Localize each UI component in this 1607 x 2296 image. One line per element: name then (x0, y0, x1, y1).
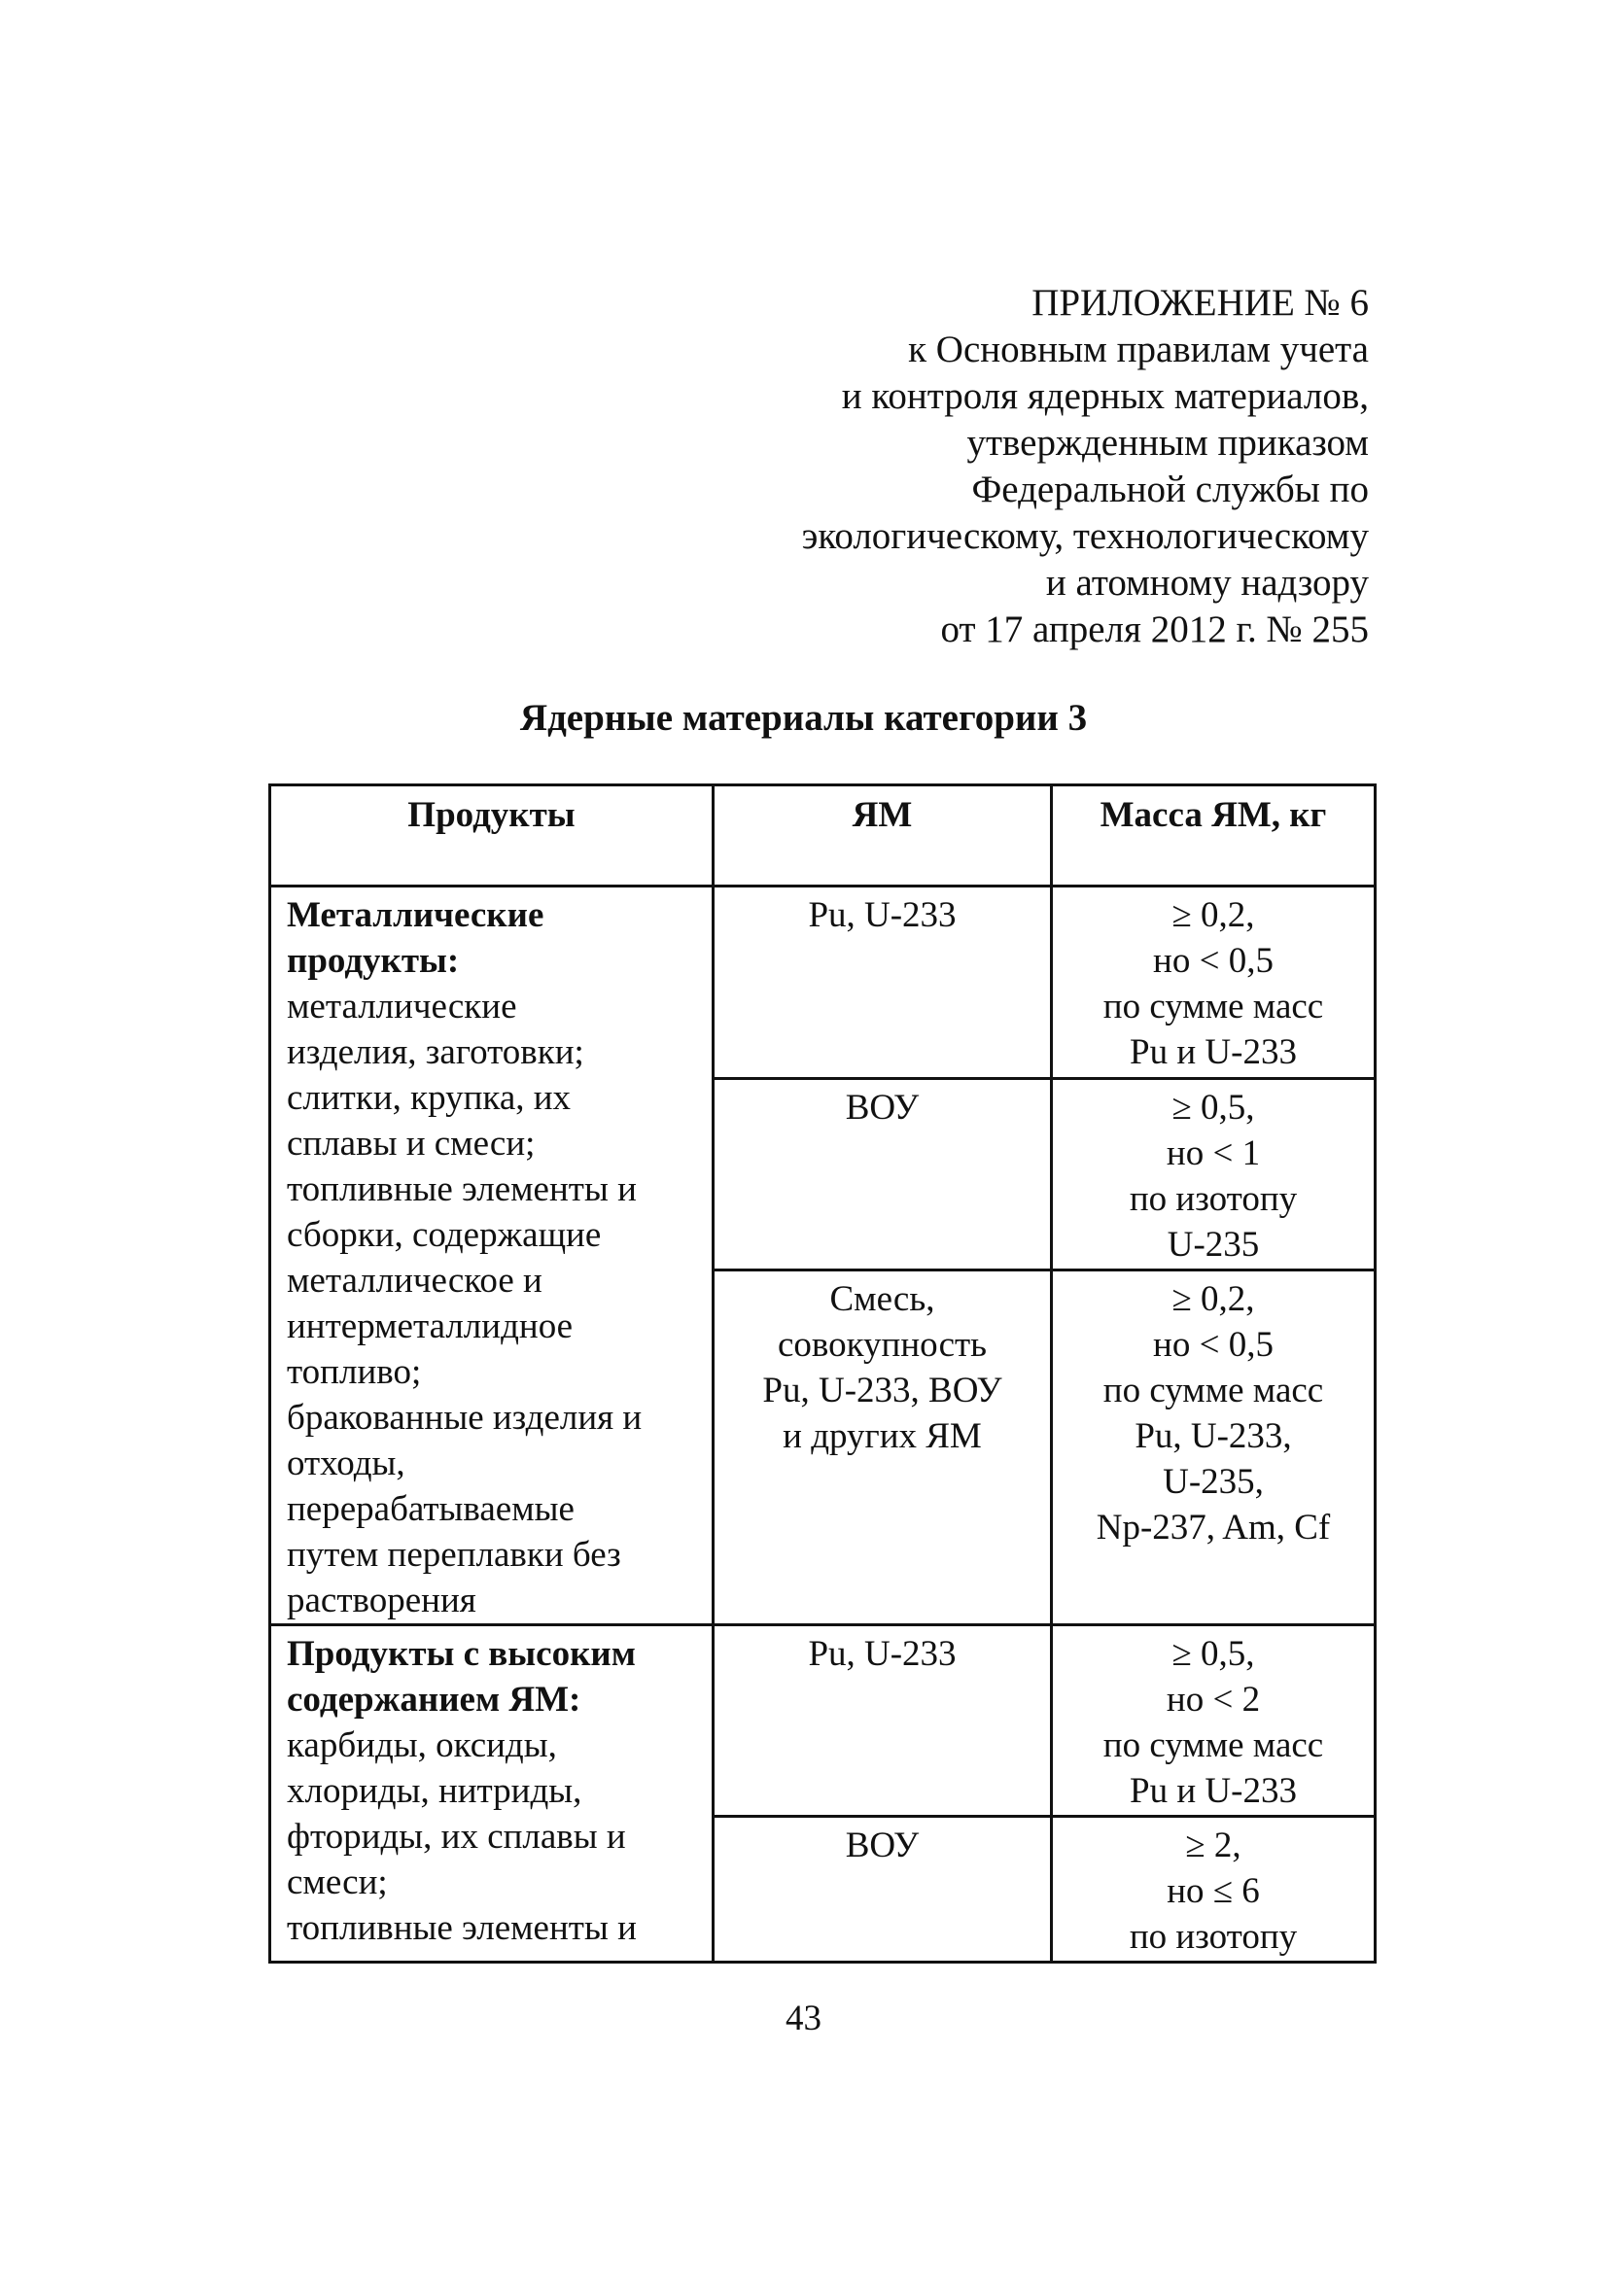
mass-line: Pu и U-233 (1130, 1771, 1297, 1811)
product-heading: Продукты с высоким (287, 1634, 636, 1674)
mass-line: Pu и U-233 (1130, 1032, 1297, 1072)
mass-line: по изотопу (1129, 1179, 1298, 1219)
ym-cell (714, 887, 1052, 1079)
mass-line: Pu, U-233, (1135, 1416, 1292, 1456)
ym-line: Pu, U-233 (808, 1634, 957, 1674)
product-line: интерметаллидное (287, 1306, 574, 1346)
appendix-line: ПРИЛОЖЕНИЕ № 6 (1031, 282, 1369, 324)
appendix-line: утвержденным приказом (966, 422, 1369, 464)
ym-line: Смесь, (829, 1279, 935, 1319)
mass-line: по сумме масс (1102, 987, 1324, 1026)
mass-line: но ≤ 6 (1167, 1871, 1260, 1911)
appendix-line: и атомному надзору (1045, 562, 1369, 604)
document-title: Ядерные материалы категории 3 (519, 697, 1088, 739)
product-line: смеси; (287, 1862, 388, 1902)
product-cell-high-content (270, 1625, 714, 1963)
product-line: хлориды, нитриды, (287, 1771, 582, 1811)
product-line: металлическое и (287, 1261, 542, 1301)
mass-line: U-235 (1167, 1225, 1260, 1265)
header-products: Продукты (270, 785, 714, 887)
product-line: изделия, заготовки; (287, 1032, 584, 1072)
product-line: путем переплавки без (287, 1535, 621, 1575)
appendix-line: и контроля ядерных материалов, (841, 375, 1369, 417)
header-ym: ЯМ (714, 785, 1052, 887)
appendix-line: Федеральной службы по (971, 469, 1369, 510)
mass-line: ≥ 0,5, (1171, 1634, 1255, 1674)
product-heading: продукты: (287, 941, 460, 981)
ym-line: и других ЯМ (783, 1416, 982, 1456)
page-number: 43 (786, 1999, 821, 2038)
appendix-line: от 17 апреля 2012 г. № 255 (940, 609, 1369, 650)
product-line: топливные элементы и (287, 1169, 637, 1209)
product-line: металлические (287, 987, 517, 1026)
product-line: перерабатываемые (287, 1489, 575, 1529)
product-line: сборки, содержащие (287, 1215, 602, 1255)
product-line: сплавы и смеси; (287, 1124, 536, 1164)
mass-cell (1052, 1625, 1376, 1817)
mass-line: но < 2 (1166, 1680, 1261, 1720)
mass-line: Np-237, Am, Cf (1096, 1508, 1331, 1548)
product-line: топливные элементы и (287, 1908, 637, 1948)
ym-line: Pu, U-233 (808, 895, 957, 935)
ym-line: совокупность (777, 1325, 988, 1365)
appendix-line: к Основным правилам учета (908, 329, 1369, 370)
table-header-row (270, 785, 1376, 887)
product-heading: Металлические (287, 895, 544, 935)
product-line: топливо; (287, 1352, 422, 1392)
mass-cell (1052, 1817, 1376, 1963)
ym-cell (714, 1817, 1052, 1963)
appendix-line: экологическому, технологическому (801, 515, 1369, 557)
product-line: слитки, крупка, их (287, 1078, 572, 1118)
ym-line: ВОУ (845, 1088, 920, 1128)
mass-line: ≥ 0,5, (1171, 1088, 1255, 1128)
ym-line: Pu, U-233, ВОУ (762, 1371, 1002, 1410)
header-mass: Масса ЯМ, кг (1052, 785, 1376, 887)
mass-line: по сумме масс (1102, 1371, 1324, 1410)
table-row (270, 887, 1376, 1079)
table-row (270, 1625, 1376, 1817)
mass-line: U-235, (1163, 1462, 1264, 1502)
mass-line: ≥ 0,2, (1171, 1279, 1255, 1319)
mass-line: но < 0,5 (1153, 1325, 1274, 1365)
product-line: карбиды, оксиды, (287, 1725, 557, 1765)
product-heading: содержанием ЯМ: (287, 1680, 581, 1720)
appendix-header (802, 280, 1369, 653)
ym-cell (714, 1079, 1052, 1270)
product-cell-metallic (270, 887, 714, 1625)
product-line: фториды, их сплавы и (287, 1817, 626, 1857)
mass-cell (1052, 887, 1376, 1079)
mass-cell (1052, 1270, 1376, 1625)
mass-line: но < 0,5 (1153, 941, 1274, 981)
ym-line: ВОУ (845, 1826, 920, 1865)
mass-line: по изотопу (1129, 1917, 1298, 1957)
mass-line: но < 1 (1166, 1133, 1261, 1173)
ym-cell (714, 1270, 1052, 1625)
mass-line: ≥ 2, (1185, 1826, 1241, 1865)
mass-cell (1052, 1079, 1376, 1270)
mass-line: по сумме масс (1102, 1725, 1324, 1765)
product-line: растворения (287, 1581, 476, 1620)
product-line: бракованные изделия и (287, 1398, 643, 1438)
materials-table (268, 783, 1377, 1964)
ym-cell (714, 1625, 1052, 1817)
mass-line: ≥ 0,2, (1171, 895, 1255, 935)
product-line: отходы, (287, 1444, 405, 1483)
